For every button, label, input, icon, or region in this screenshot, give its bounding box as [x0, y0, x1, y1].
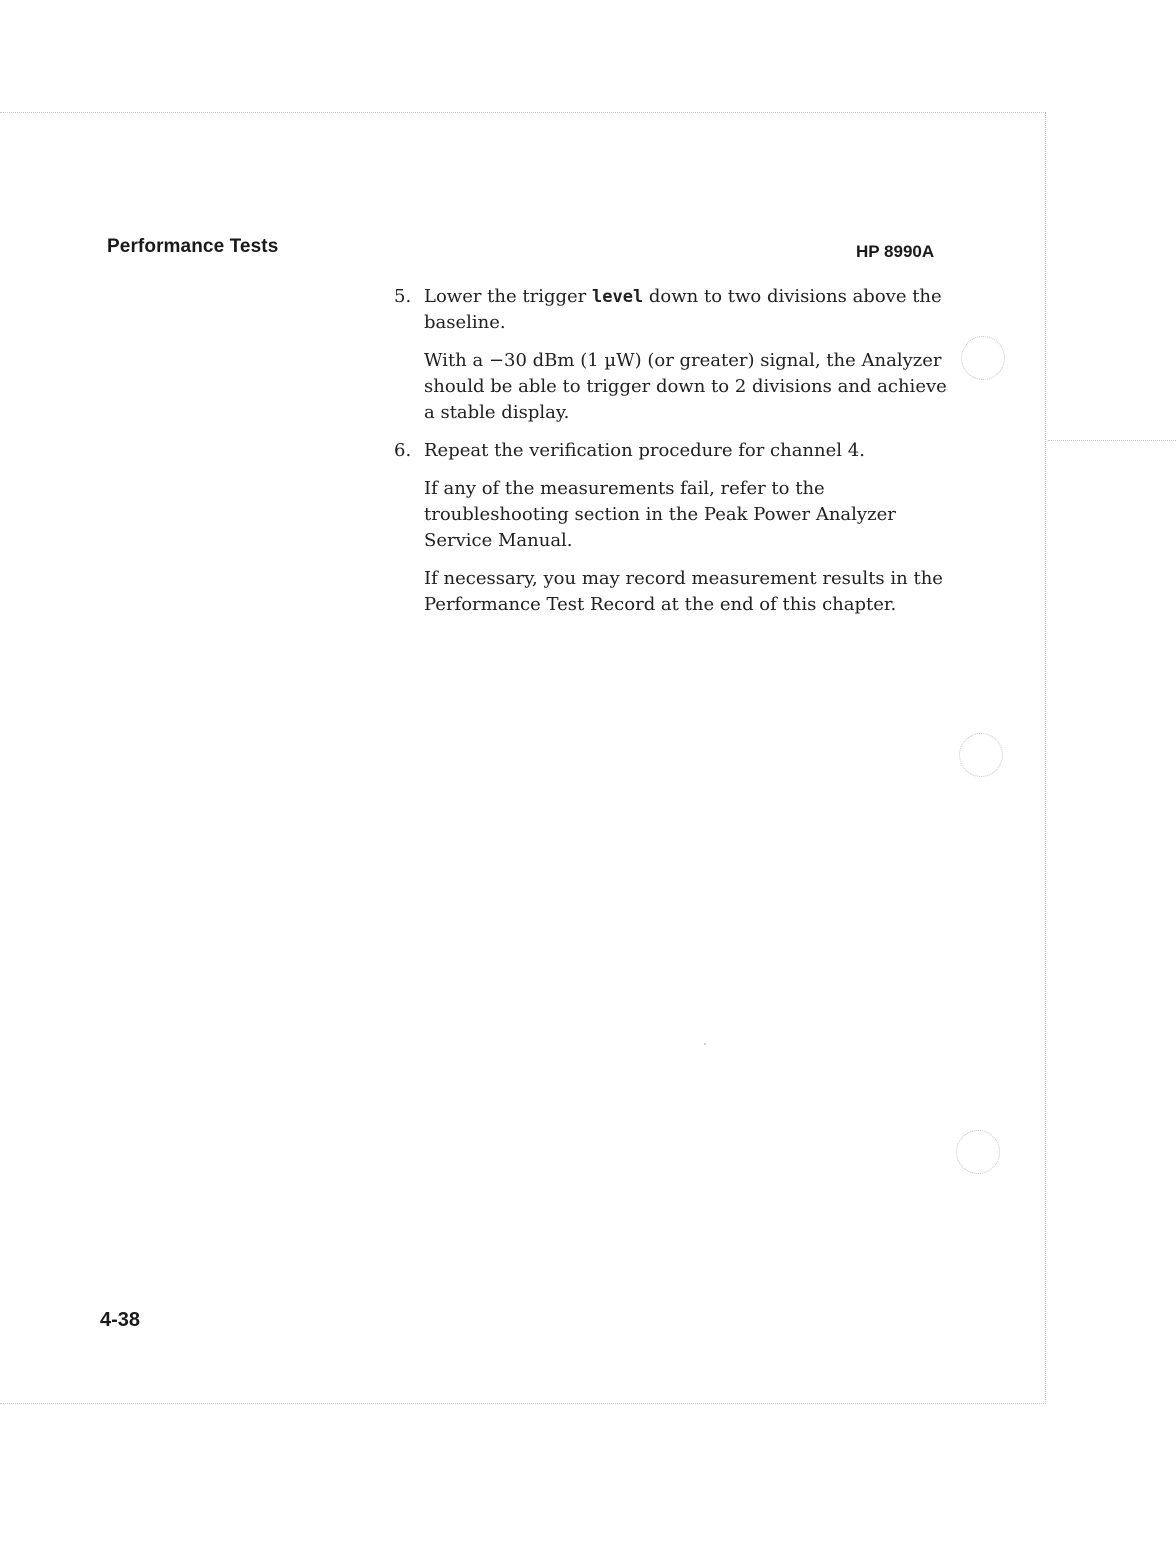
scan-speck — [704, 1043, 706, 1045]
page-bottom-edge — [0, 1403, 1046, 1404]
step-text — [424, 284, 954, 336]
section-title: Performance Tests — [107, 236, 279, 257]
binder-hole-bottom — [956, 1130, 1000, 1174]
signal-note: With a −30 dBm (1 µW) (or greater) signal, the Analyzer should be able to trigger down to 2 divisions and achieve a stable display. — [424, 350, 947, 423]
step-5 — [394, 284, 954, 336]
step-number: 6. — [394, 440, 412, 461]
page-top-edge — [0, 112, 1046, 113]
record-note: If necessary, you may record measurement results in the Performance Test Record at the end of this chapter. — [424, 568, 943, 615]
softkey-label: level — [592, 287, 644, 307]
step-number: 5. — [394, 286, 412, 307]
page-number: 4-38 — [100, 1309, 141, 1331]
page-right-edge — [1045, 112, 1046, 1404]
step-text-start: Lower the trigger — [424, 286, 592, 307]
binder-hole-top — [961, 336, 1005, 380]
model-number: HP 8990A — [856, 242, 935, 261]
step-text-end: down to two divisions above the baseline. — [424, 286, 942, 333]
tab-divider-line — [1048, 440, 1176, 441]
failure-note: If any of the measurements fail, refer to the troubleshooting section in the Peak Power Analyzer Service Manual. — [424, 478, 896, 551]
step-text: Repeat the verification procedure for channel 4. — [424, 440, 865, 461]
binder-hole-middle — [959, 733, 1003, 777]
procedure-body — [394, 284, 954, 630]
step-6 — [394, 438, 954, 464]
